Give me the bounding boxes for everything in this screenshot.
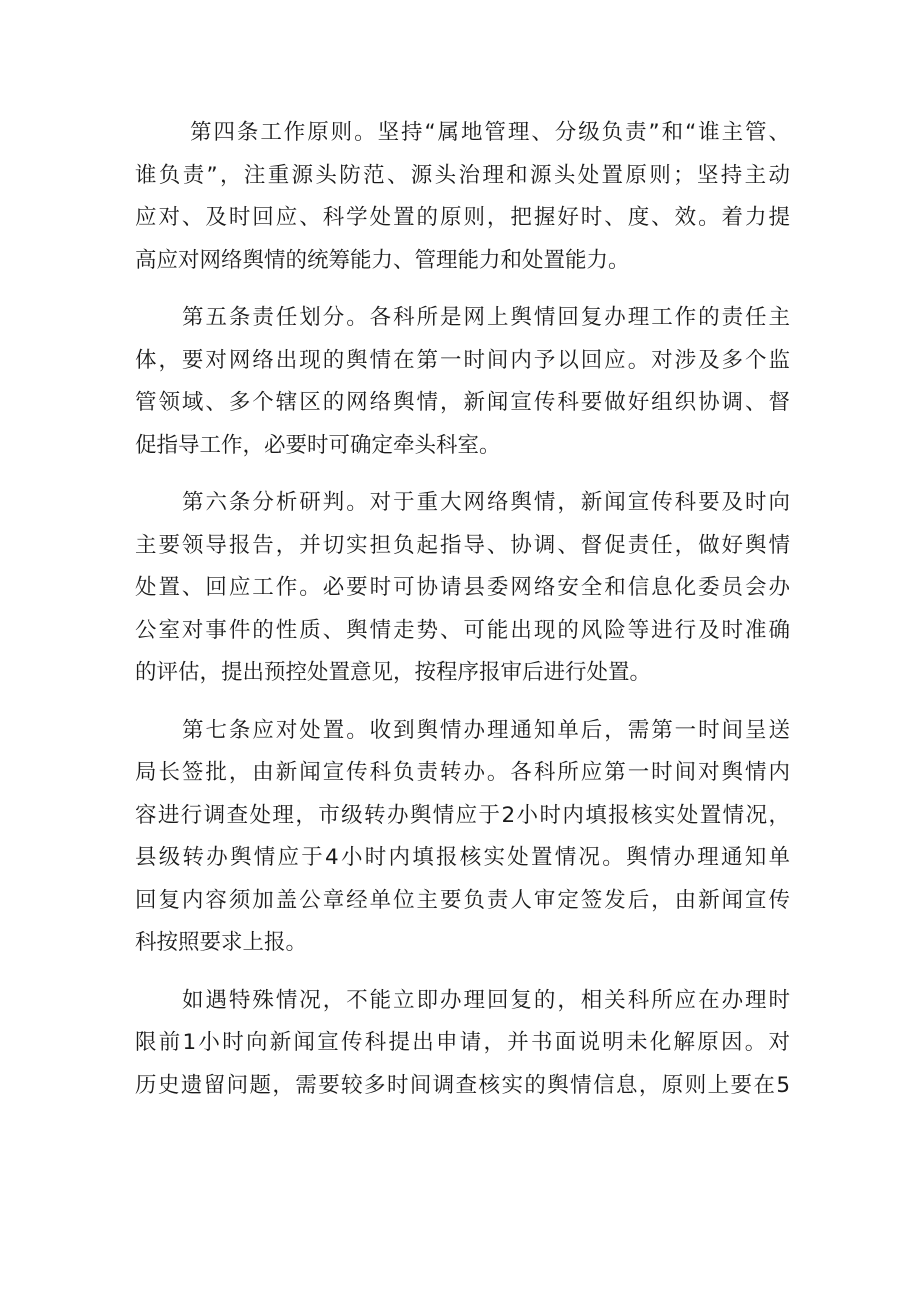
paragraph-article-6: [135, 482, 790, 695]
text-line: 第四条工作原则。坚持“属地管理、分级负责”和“谁主管、: [190, 120, 790, 145]
text-line: 应对、及时回应、科学处置的原则，把握好时、度、效。着力提: [135, 205, 790, 230]
text-line: 谁负责”，注重源头防范、源头治理和源头处置原则；坚持主动: [135, 162, 790, 188]
text-line: 回复内容须加盖公章经单位主要负责人审定签发后，由新闻宣传: [135, 887, 790, 913]
text-line: 体，要对网络出现的舆情在第一时间内予以回应。对涉及多个监: [135, 347, 790, 373]
text-line: 处置、回应工作。必要时可协请县委网络安全和信息化委员会办: [135, 575, 790, 600]
document-body: [135, 112, 790, 1107]
text-line: 局长签批，由新闻宣传科负责转办。各科所应第一时间对舆情内: [135, 760, 790, 785]
text-line: 高应对网络舆情的统筹能力、管理能力和处置能力。: [135, 247, 630, 273]
paragraph-article-5: [135, 297, 790, 467]
text-line: 公室对事件的性质、舆情走势、可能出现的风险等进行及时准确: [135, 617, 790, 643]
text-line: 容进行调查处理，市级转办舆情应于2小时内填报核实处置情况，: [135, 802, 790, 828]
text-line: 县级转办舆情应于4小时内填报核实处置情况。舆情办理通知单: [135, 845, 790, 870]
paragraph-article-7: [135, 710, 790, 965]
text-line: 历史遗留问题，需要较多时间调查核实的舆情信息，原则上要在5: [135, 1072, 790, 1098]
paragraph-article-4: [135, 112, 790, 282]
text-line: 的评估，提出预控处置意见，按程序报审后进行处置。: [135, 660, 652, 685]
text-line: 限前1小时向新闻宣传科提出申请，并书面说明未化解原因。对: [135, 1030, 790, 1055]
paragraph-special-cases: [135, 980, 790, 1108]
text-line: 促指导工作，必要时可确定牵头科室。: [135, 432, 501, 458]
text-line: 管领域、多个辖区的网络舆情，新闻宣传科要做好组织协调、督: [135, 390, 790, 415]
text-line: 科按照要求上报。: [135, 930, 308, 955]
text-line: 第五条责任划分。各科所是网上舆情回复办理工作的责任主: [182, 305, 790, 330]
text-line: 第六条分析研判。对于重大网络舆情，新闻宣传科要及时向: [182, 490, 790, 515]
text-line: 第七条应对处置。收到舆情办理通知单后，需第一时间呈送: [182, 717, 790, 743]
text-line: 主要领导报告，并切实担负起指导、协调、督促责任，做好舆情: [135, 532, 790, 558]
text-line: 如遇特殊情况，不能立即办理回复的，相关科所应在办理时: [182, 987, 790, 1013]
